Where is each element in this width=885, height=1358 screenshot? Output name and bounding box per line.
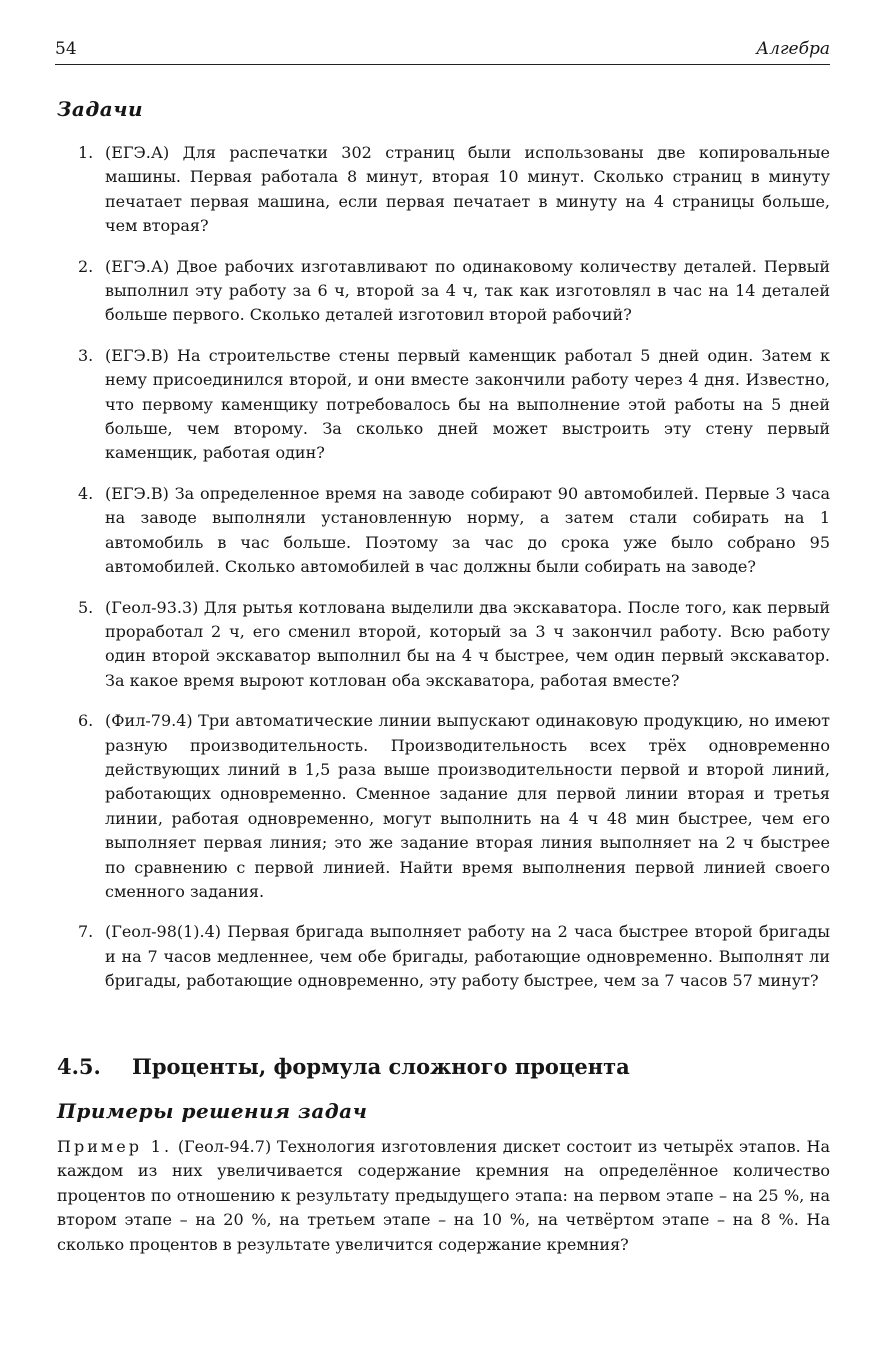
example-paragraph	[57, 1135, 830, 1257]
running-title: Алгебра	[756, 39, 830, 59]
page-number: 54	[55, 39, 77, 59]
problem-list	[78, 141, 830, 1010]
problem-number: 1.	[78, 143, 94, 162]
problem-item	[78, 920, 830, 993]
problem-item	[78, 255, 830, 328]
problem-item	[78, 344, 830, 466]
example-label: Пример 1.	[57, 1137, 173, 1156]
problem-number: 4.	[78, 483, 94, 503]
problem-number: 2.	[78, 256, 94, 276]
problem-number: 5.	[78, 597, 94, 617]
problem-text: (Фил-79.4) Три автоматические линии выпускают одинаковую продукцию, но имеют разную производительность. Производительность всех трёх одновременно действующих линий в 1,5 раза выше производительности первой и второй линий, работающих одновременно. Сменное задание для первой линии вторая и третья линии, работая одновременно, могут выполнить на 4 ч 48 мин быстрее, чем его выполняет первая линия; это же задание вторая линия выполняет на 2 ч быстрее по сравнению с первой линией. Найти время выполнения первой линией своего сменного задания.	[105, 711, 830, 901]
section-title: Проценты, формула сложного процента	[132, 1054, 630, 1079]
examples-heading: Примеры решения задач	[57, 1099, 368, 1123]
page-header	[55, 36, 830, 65]
problem-text: (ЕГЭ.В) За определенное время на заводе собирают 90 автомобилей. Первые 3 часа на заводе выполняли установленную норму, а затем стали собирать на 1 автомобиль в час больше. Поэтому за час до срока уже было собрано 95 автомобилей. Сколько автомобилей в час должны были собирать на заводе?	[105, 483, 830, 577]
problem-number: 6.	[78, 711, 94, 731]
problem-item	[78, 596, 830, 694]
problem-text: (ЕГЭ.А) Для распечатки 302 страниц были использованы две копировальные машины. Первая работала 8 минут, вторая 10 минут. Сколько страниц в минуту печатает первая машина, если первая печатает в минуту на 4 страницы больше, чем вторая?	[105, 143, 830, 236]
problem-text: (ЕГЭ.В) На строительстве стены первый каменщик работал 5 дней один. Затем к нему присоединился второй, и они вместе закончили работу через 4 дня. Известно, что первому каменщику потребовалось бы на выполнение этой работы на 5 дней больше, чем второму. За сколько дней может выстроить эту стену первый каменщик, работая один?	[105, 345, 830, 463]
example-text: (Геол-94.7) Технология изготовления дискет состоит из четырёх этапов. На каждом из них увеличивается содержание кремния на определённое количество процентов по отношению к результату предыдущего этапа: на первом этапе – на 25 %, на втором этапе – на 20 %, на третьем этапе – на 10 %, на четвёртом этапе – на 8 %. На сколько процентов в результате увеличится содержание кремния?	[57, 1137, 830, 1254]
problem-text: (Геол-98(1).4) Первая бригада выполняет работу на 2 часа быстрее второй бригады и на 7 часов медленнее, чем обе бригады, работающие одновременно. Выполнят ли бригады, работающие одновременно, эту работу быстрее, чем за 7 часов 57 минут?	[105, 922, 830, 991]
problem-item	[78, 482, 830, 580]
problem-text: (ЕГЭ.А) Двое рабочих изготавливают по одинаковому количеству деталей. Первый выполнил эту работу за 6 ч, второй за 4 ч, так как изготовлял в час на 14 деталей больше первого. Сколько деталей изготовил второй рабочий?	[105, 256, 830, 325]
problem-item	[78, 141, 830, 239]
problem-number: 7.	[78, 922, 94, 942]
problem-number: 3.	[78, 345, 94, 365]
section-number: 4.5.	[57, 1054, 101, 1079]
tasks-heading: Задачи	[57, 97, 144, 121]
section-heading	[57, 1054, 832, 1079]
problem-text: (Геол-93.3) Для рытья котлована выделили два экскаватора. После того, как первый проработал 2 ч, его сменил второй, который за 3 ч закончил работу. Всю работу один второй экскаватор выполнил бы на 4 ч быстрее, чем один первый экскаватор. За какое время выроют котлован оба экскаватора, работая вместе?	[105, 597, 830, 690]
problem-item	[78, 709, 830, 904]
